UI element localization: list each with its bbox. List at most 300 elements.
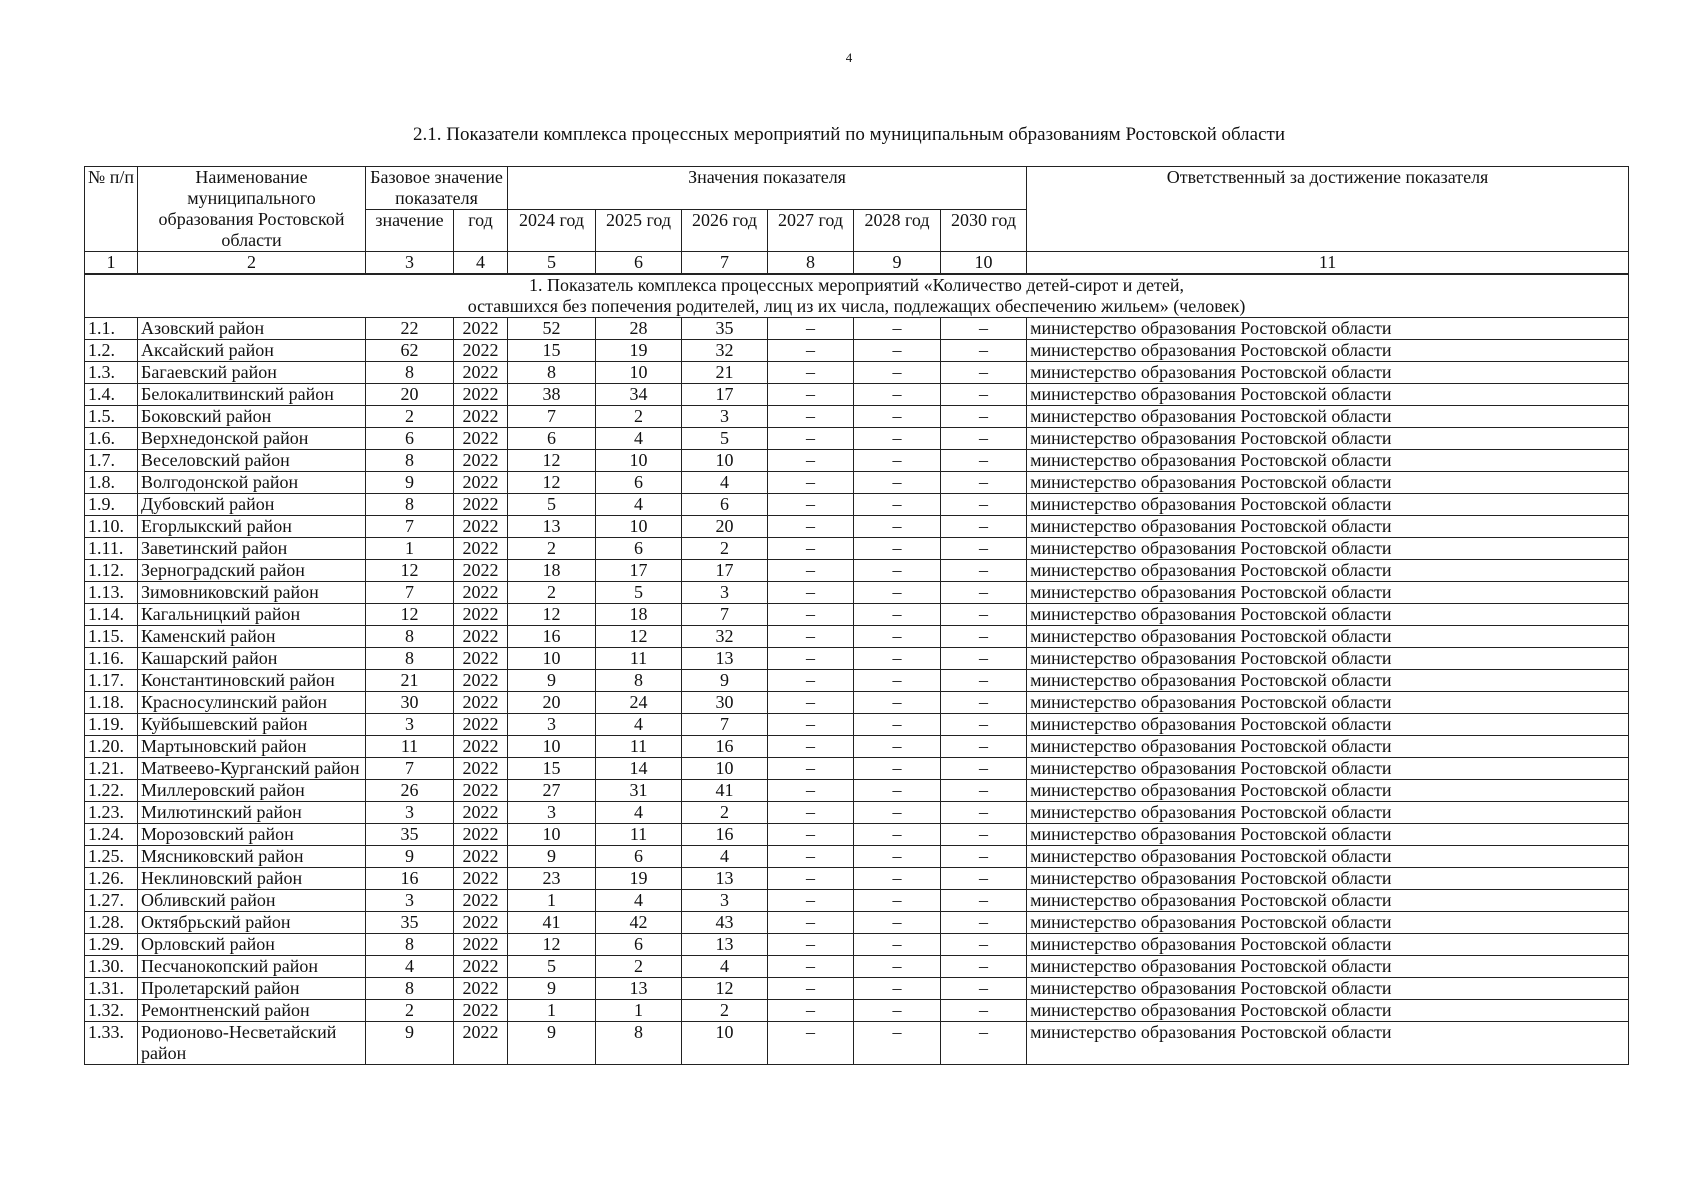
value-2025: 13 <box>596 978 682 1000</box>
row-number: 1.19. <box>85 714 138 736</box>
value-2025: 2 <box>596 406 682 428</box>
value-2024: 20 <box>508 692 596 714</box>
responsible-body: министерство образования Ростовской области <box>1027 626 1629 648</box>
value-2030: – <box>941 1000 1027 1022</box>
municipality-name: Зерноградский район <box>138 560 366 582</box>
row-number: 1.7. <box>85 450 138 472</box>
responsible-body: министерство образования Ростовской области <box>1027 604 1629 626</box>
value-2026: 16 <box>682 824 768 846</box>
base-year: 2022 <box>454 516 508 538</box>
value-2028: – <box>854 384 941 406</box>
value-2026: 32 <box>682 626 768 648</box>
value-2027: – <box>768 714 854 736</box>
value-2025: 6 <box>596 538 682 560</box>
value-2025: 14 <box>596 758 682 780</box>
value-2027: – <box>768 560 854 582</box>
value-2028: – <box>854 450 941 472</box>
value-2024: 12 <box>508 934 596 956</box>
base-year: 2022 <box>454 824 508 846</box>
row-number: 1.4. <box>85 384 138 406</box>
value-2025: 5 <box>596 582 682 604</box>
section-title-line-2: оставшихся без попечения родителей, лиц из их числа, подлежащих обеспечению жильем» (человек) <box>467 296 1246 316</box>
base-year: 2022 <box>454 978 508 1000</box>
value-2025: 8 <box>596 670 682 692</box>
base-value: 8 <box>366 362 454 384</box>
table-row <box>85 516 1629 538</box>
base-value: 8 <box>366 978 454 1000</box>
municipality-name: Кагальницкий район <box>138 604 366 626</box>
base-value: 35 <box>366 824 454 846</box>
table-row <box>85 978 1629 1000</box>
value-2028: – <box>854 318 941 340</box>
municipality-name: Азовский район <box>138 318 366 340</box>
page-number: 4 <box>845 50 853 65</box>
value-2025: 24 <box>596 692 682 714</box>
header-name: Наименование муниципального образования Ростовской области <box>138 167 366 252</box>
value-2024: 2 <box>508 582 596 604</box>
base-year: 2022 <box>454 406 508 428</box>
value-2030: – <box>941 846 1027 868</box>
responsible-body: министерство образования Ростовской области <box>1027 318 1629 340</box>
base-year: 2022 <box>454 1000 508 1022</box>
municipality-name: Кашарский район <box>138 648 366 670</box>
table-body <box>85 252 1629 1065</box>
table-row <box>85 868 1629 890</box>
base-value: 16 <box>366 868 454 890</box>
value-2024: 9 <box>508 1022 596 1065</box>
base-year: 2022 <box>454 362 508 384</box>
row-number: 1.10. <box>85 516 138 538</box>
responsible-body: министерство образования Ростовской области <box>1027 494 1629 516</box>
row-number: 1.15. <box>85 626 138 648</box>
row-number: 1.21. <box>85 758 138 780</box>
value-2026: 13 <box>682 868 768 890</box>
table-row <box>85 560 1629 582</box>
value-2026: 21 <box>682 362 768 384</box>
value-2030: – <box>941 802 1027 824</box>
header-num: № п/п <box>85 167 138 252</box>
value-2030: – <box>941 648 1027 670</box>
value-2030: – <box>941 362 1027 384</box>
base-year: 2022 <box>454 648 508 670</box>
table-row <box>85 318 1629 340</box>
base-value: 7 <box>366 516 454 538</box>
value-2028: – <box>854 472 941 494</box>
column-number: 11 <box>1027 252 1629 275</box>
responsible-body: министерство образования Ростовской области <box>1027 824 1629 846</box>
value-2024: 15 <box>508 758 596 780</box>
value-2028: – <box>854 560 941 582</box>
table-row <box>85 956 1629 978</box>
header-base-year: год <box>454 210 508 252</box>
municipality-name: Багаевский район <box>138 362 366 384</box>
municipality-name: Аксайский район <box>138 340 366 362</box>
value-2026: 13 <box>682 934 768 956</box>
value-2024: 7 <box>508 406 596 428</box>
value-2027: – <box>768 648 854 670</box>
value-2027: – <box>768 868 854 890</box>
row-number: 1.3. <box>85 362 138 384</box>
value-2027: – <box>768 626 854 648</box>
value-2030: – <box>941 384 1027 406</box>
responsible-body: министерство образования Ростовской области <box>1027 736 1629 758</box>
value-2030: – <box>941 978 1027 1000</box>
base-year: 2022 <box>454 758 508 780</box>
value-2028: – <box>854 692 941 714</box>
value-2030: – <box>941 956 1027 978</box>
row-number: 1.28. <box>85 912 138 934</box>
row-number: 1.33. <box>85 1022 138 1065</box>
table-row <box>85 692 1629 714</box>
base-value: 9 <box>366 472 454 494</box>
value-2024: 12 <box>508 604 596 626</box>
column-number: 3 <box>366 252 454 275</box>
table-row <box>85 648 1629 670</box>
indicators-table <box>84 166 1629 1065</box>
value-2025: 28 <box>596 318 682 340</box>
table-row <box>85 472 1629 494</box>
municipality-name: Неклиновский район <box>138 868 366 890</box>
municipality-name: Дубовский район <box>138 494 366 516</box>
responsible-body: министерство образования Ростовской области <box>1027 516 1629 538</box>
row-number: 1.9. <box>85 494 138 516</box>
value-2024: 10 <box>508 648 596 670</box>
value-2024: 38 <box>508 384 596 406</box>
municipality-name: Пролетарский район <box>138 978 366 1000</box>
table-row <box>85 582 1629 604</box>
municipality-name: Морозовский район <box>138 824 366 846</box>
value-2027: – <box>768 428 854 450</box>
value-2025: 2 <box>596 956 682 978</box>
value-2026: 4 <box>682 846 768 868</box>
header-values: Значения показателя <box>508 167 1027 210</box>
base-year: 2022 <box>454 582 508 604</box>
base-year: 2022 <box>454 604 508 626</box>
value-2026: 4 <box>682 472 768 494</box>
municipality-name: Мартыновский район <box>138 736 366 758</box>
header-year-2030: 2030 год <box>941 210 1027 252</box>
row-number: 1.29. <box>85 934 138 956</box>
value-2030: – <box>941 912 1027 934</box>
value-2027: – <box>768 494 854 516</box>
row-number: 1.20. <box>85 736 138 758</box>
value-2027: – <box>768 318 854 340</box>
base-year: 2022 <box>454 868 508 890</box>
value-2030: – <box>941 428 1027 450</box>
municipality-name: Родионово-Несветайский район <box>138 1022 366 1065</box>
value-2030: – <box>941 560 1027 582</box>
value-2030: – <box>941 1022 1027 1065</box>
column-numbers-row <box>85 252 1629 275</box>
value-2027: – <box>768 890 854 912</box>
responsible-body: министерство образования Ростовской области <box>1027 868 1629 890</box>
base-value: 8 <box>366 934 454 956</box>
base-value: 2 <box>366 1000 454 1022</box>
municipality-name: Песчанокопский район <box>138 956 366 978</box>
row-number: 1.1. <box>85 318 138 340</box>
value-2024: 23 <box>508 868 596 890</box>
value-2025: 4 <box>596 890 682 912</box>
row-number: 1.6. <box>85 428 138 450</box>
value-2026: 41 <box>682 780 768 802</box>
base-year: 2022 <box>454 318 508 340</box>
responsible-body: министерство образования Ростовской области <box>1027 802 1629 824</box>
row-number: 1.30. <box>85 956 138 978</box>
base-year: 2022 <box>454 472 508 494</box>
row-number: 1.24. <box>85 824 138 846</box>
value-2024: 15 <box>508 340 596 362</box>
table-row <box>85 626 1629 648</box>
page-title: 2.1. Показатели комплекса процессных мероприятий по муниципальным образованиям Ростовской области <box>412 124 1286 145</box>
value-2025: 6 <box>596 934 682 956</box>
value-2024: 5 <box>508 956 596 978</box>
value-2025: 11 <box>596 736 682 758</box>
value-2028: – <box>854 912 941 934</box>
value-2025: 6 <box>596 472 682 494</box>
value-2027: – <box>768 758 854 780</box>
value-2026: 20 <box>682 516 768 538</box>
municipality-name: Веселовский район <box>138 450 366 472</box>
responsible-body: министерство образования Ростовской области <box>1027 956 1629 978</box>
value-2028: – <box>854 362 941 384</box>
column-number: 10 <box>941 252 1027 275</box>
municipality-name: Белокалитвинский район <box>138 384 366 406</box>
responsible-body: министерство образования Ростовской области <box>1027 758 1629 780</box>
value-2028: – <box>854 1000 941 1022</box>
value-2024: 16 <box>508 626 596 648</box>
table-row <box>85 494 1629 516</box>
municipality-name: Боковский район <box>138 406 366 428</box>
value-2027: – <box>768 538 854 560</box>
base-value: 9 <box>366 1022 454 1065</box>
responsible-body: министерство образования Ростовской области <box>1027 1000 1629 1022</box>
column-number: 1 <box>85 252 138 275</box>
header-year-2028: 2028 год <box>854 210 941 252</box>
value-2026: 10 <box>682 1022 768 1065</box>
table-row <box>85 714 1629 736</box>
base-value: 3 <box>366 714 454 736</box>
base-value: 7 <box>366 582 454 604</box>
base-year: 2022 <box>454 560 508 582</box>
value-2027: – <box>768 1022 854 1065</box>
value-2024: 9 <box>508 846 596 868</box>
column-number: 5 <box>508 252 596 275</box>
base-year: 2022 <box>454 494 508 516</box>
value-2026: 2 <box>682 1000 768 1022</box>
base-value: 30 <box>366 692 454 714</box>
base-value: 11 <box>366 736 454 758</box>
value-2025: 11 <box>596 824 682 846</box>
base-year: 2022 <box>454 626 508 648</box>
municipality-name: Егорлыкский район <box>138 516 366 538</box>
column-number: 4 <box>454 252 508 275</box>
value-2024: 10 <box>508 736 596 758</box>
value-2027: – <box>768 956 854 978</box>
value-2024: 2 <box>508 538 596 560</box>
base-value: 22 <box>366 318 454 340</box>
value-2024: 10 <box>508 824 596 846</box>
value-2026: 7 <box>682 604 768 626</box>
base-value: 26 <box>366 780 454 802</box>
base-value: 3 <box>366 890 454 912</box>
value-2030: – <box>941 780 1027 802</box>
column-number: 9 <box>854 252 941 275</box>
table-row <box>85 934 1629 956</box>
base-year: 2022 <box>454 450 508 472</box>
value-2028: – <box>854 736 941 758</box>
value-2026: 3 <box>682 406 768 428</box>
value-2025: 10 <box>596 450 682 472</box>
row-number: 1.27. <box>85 890 138 912</box>
value-2026: 12 <box>682 978 768 1000</box>
municipality-name: Заветинский район <box>138 538 366 560</box>
value-2028: – <box>854 934 941 956</box>
base-year: 2022 <box>454 736 508 758</box>
value-2030: – <box>941 670 1027 692</box>
value-2025: 17 <box>596 560 682 582</box>
value-2028: – <box>854 406 941 428</box>
responsible-body: министерство образования Ростовской области <box>1027 692 1629 714</box>
value-2030: – <box>941 824 1027 846</box>
value-2030: – <box>941 758 1027 780</box>
responsible-body: министерство образования Ростовской области <box>1027 846 1629 868</box>
responsible-body: министерство образования Ростовской области <box>1027 362 1629 384</box>
table-row <box>85 890 1629 912</box>
value-2028: – <box>854 428 941 450</box>
value-2027: – <box>768 780 854 802</box>
value-2027: – <box>768 934 854 956</box>
row-number: 1.23. <box>85 802 138 824</box>
municipality-name: Красносулинский район <box>138 692 366 714</box>
value-2027: – <box>768 912 854 934</box>
municipality-name: Матвеево-Курганский район <box>138 758 366 780</box>
responsible-body: министерство образования Ростовской области <box>1027 890 1629 912</box>
column-number: 8 <box>768 252 854 275</box>
base-value: 8 <box>366 494 454 516</box>
row-number: 1.31. <box>85 978 138 1000</box>
value-2024: 9 <box>508 670 596 692</box>
value-2030: – <box>941 494 1027 516</box>
value-2030: – <box>941 890 1027 912</box>
value-2024: 3 <box>508 714 596 736</box>
header-responsible: Ответственный за достижение показателя <box>1027 167 1629 252</box>
row-number: 1.16. <box>85 648 138 670</box>
base-year: 2022 <box>454 714 508 736</box>
base-year: 2022 <box>454 538 508 560</box>
table-row <box>85 802 1629 824</box>
table-row <box>85 846 1629 868</box>
value-2027: – <box>768 384 854 406</box>
responsible-body: министерство образования Ростовской области <box>1027 560 1629 582</box>
value-2028: – <box>854 780 941 802</box>
value-2030: – <box>941 318 1027 340</box>
value-2027: – <box>768 824 854 846</box>
value-2026: 17 <box>682 560 768 582</box>
base-value: 35 <box>366 912 454 934</box>
value-2026: 35 <box>682 318 768 340</box>
base-year: 2022 <box>454 340 508 362</box>
value-2030: – <box>941 516 1027 538</box>
value-2027: – <box>768 846 854 868</box>
base-value: 7 <box>366 758 454 780</box>
value-2025: 4 <box>596 494 682 516</box>
value-2024: 6 <box>508 428 596 450</box>
base-year: 2022 <box>454 1022 508 1065</box>
value-2025: 12 <box>596 626 682 648</box>
municipality-name: Каменский район <box>138 626 366 648</box>
responsible-body: министерство образования Ростовской области <box>1027 1022 1629 1065</box>
value-2030: – <box>941 340 1027 362</box>
row-number: 1.26. <box>85 868 138 890</box>
value-2026: 3 <box>682 582 768 604</box>
value-2025: 1 <box>596 1000 682 1022</box>
value-2025: 31 <box>596 780 682 802</box>
value-2028: – <box>854 670 941 692</box>
table-row <box>85 780 1629 802</box>
value-2024: 5 <box>508 494 596 516</box>
value-2026: 10 <box>682 450 768 472</box>
responsible-body: министерство образования Ростовской области <box>1027 670 1629 692</box>
value-2030: – <box>941 736 1027 758</box>
value-2028: – <box>854 626 941 648</box>
value-2024: 12 <box>508 450 596 472</box>
value-2025: 34 <box>596 384 682 406</box>
value-2027: – <box>768 692 854 714</box>
responsible-body: министерство образования Ростовской области <box>1027 538 1629 560</box>
value-2030: – <box>941 582 1027 604</box>
row-number: 1.5. <box>85 406 138 428</box>
row-number: 1.13. <box>85 582 138 604</box>
value-2028: – <box>854 1022 941 1065</box>
table-row <box>85 384 1629 406</box>
table-row <box>85 736 1629 758</box>
table-row <box>85 824 1629 846</box>
table-row <box>85 758 1629 780</box>
municipality-name: Октябрьский район <box>138 912 366 934</box>
municipality-name: Волгодонской район <box>138 472 366 494</box>
base-value: 8 <box>366 450 454 472</box>
value-2027: – <box>768 450 854 472</box>
value-2024: 1 <box>508 890 596 912</box>
value-2026: 2 <box>682 538 768 560</box>
value-2026: 5 <box>682 428 768 450</box>
value-2028: – <box>854 604 941 626</box>
responsible-body: министерство образования Ростовской области <box>1027 912 1629 934</box>
row-number: 1.8. <box>85 472 138 494</box>
base-year: 2022 <box>454 912 508 934</box>
section-title <box>85 274 1629 318</box>
value-2025: 42 <box>596 912 682 934</box>
value-2026: 17 <box>682 384 768 406</box>
municipality-name: Орловский район <box>138 934 366 956</box>
value-2030: – <box>941 472 1027 494</box>
column-number: 7 <box>682 252 768 275</box>
value-2025: 19 <box>596 340 682 362</box>
value-2027: – <box>768 1000 854 1022</box>
value-2030: – <box>941 934 1027 956</box>
value-2027: – <box>768 406 854 428</box>
value-2024: 52 <box>508 318 596 340</box>
base-value: 1 <box>366 538 454 560</box>
table-header <box>85 167 1629 252</box>
table-row <box>85 604 1629 626</box>
value-2030: – <box>941 538 1027 560</box>
municipality-name: Зимовниковский район <box>138 582 366 604</box>
base-year: 2022 <box>454 846 508 868</box>
municipality-name: Куйбышевский район <box>138 714 366 736</box>
value-2028: – <box>854 956 941 978</box>
table-row <box>85 450 1629 472</box>
